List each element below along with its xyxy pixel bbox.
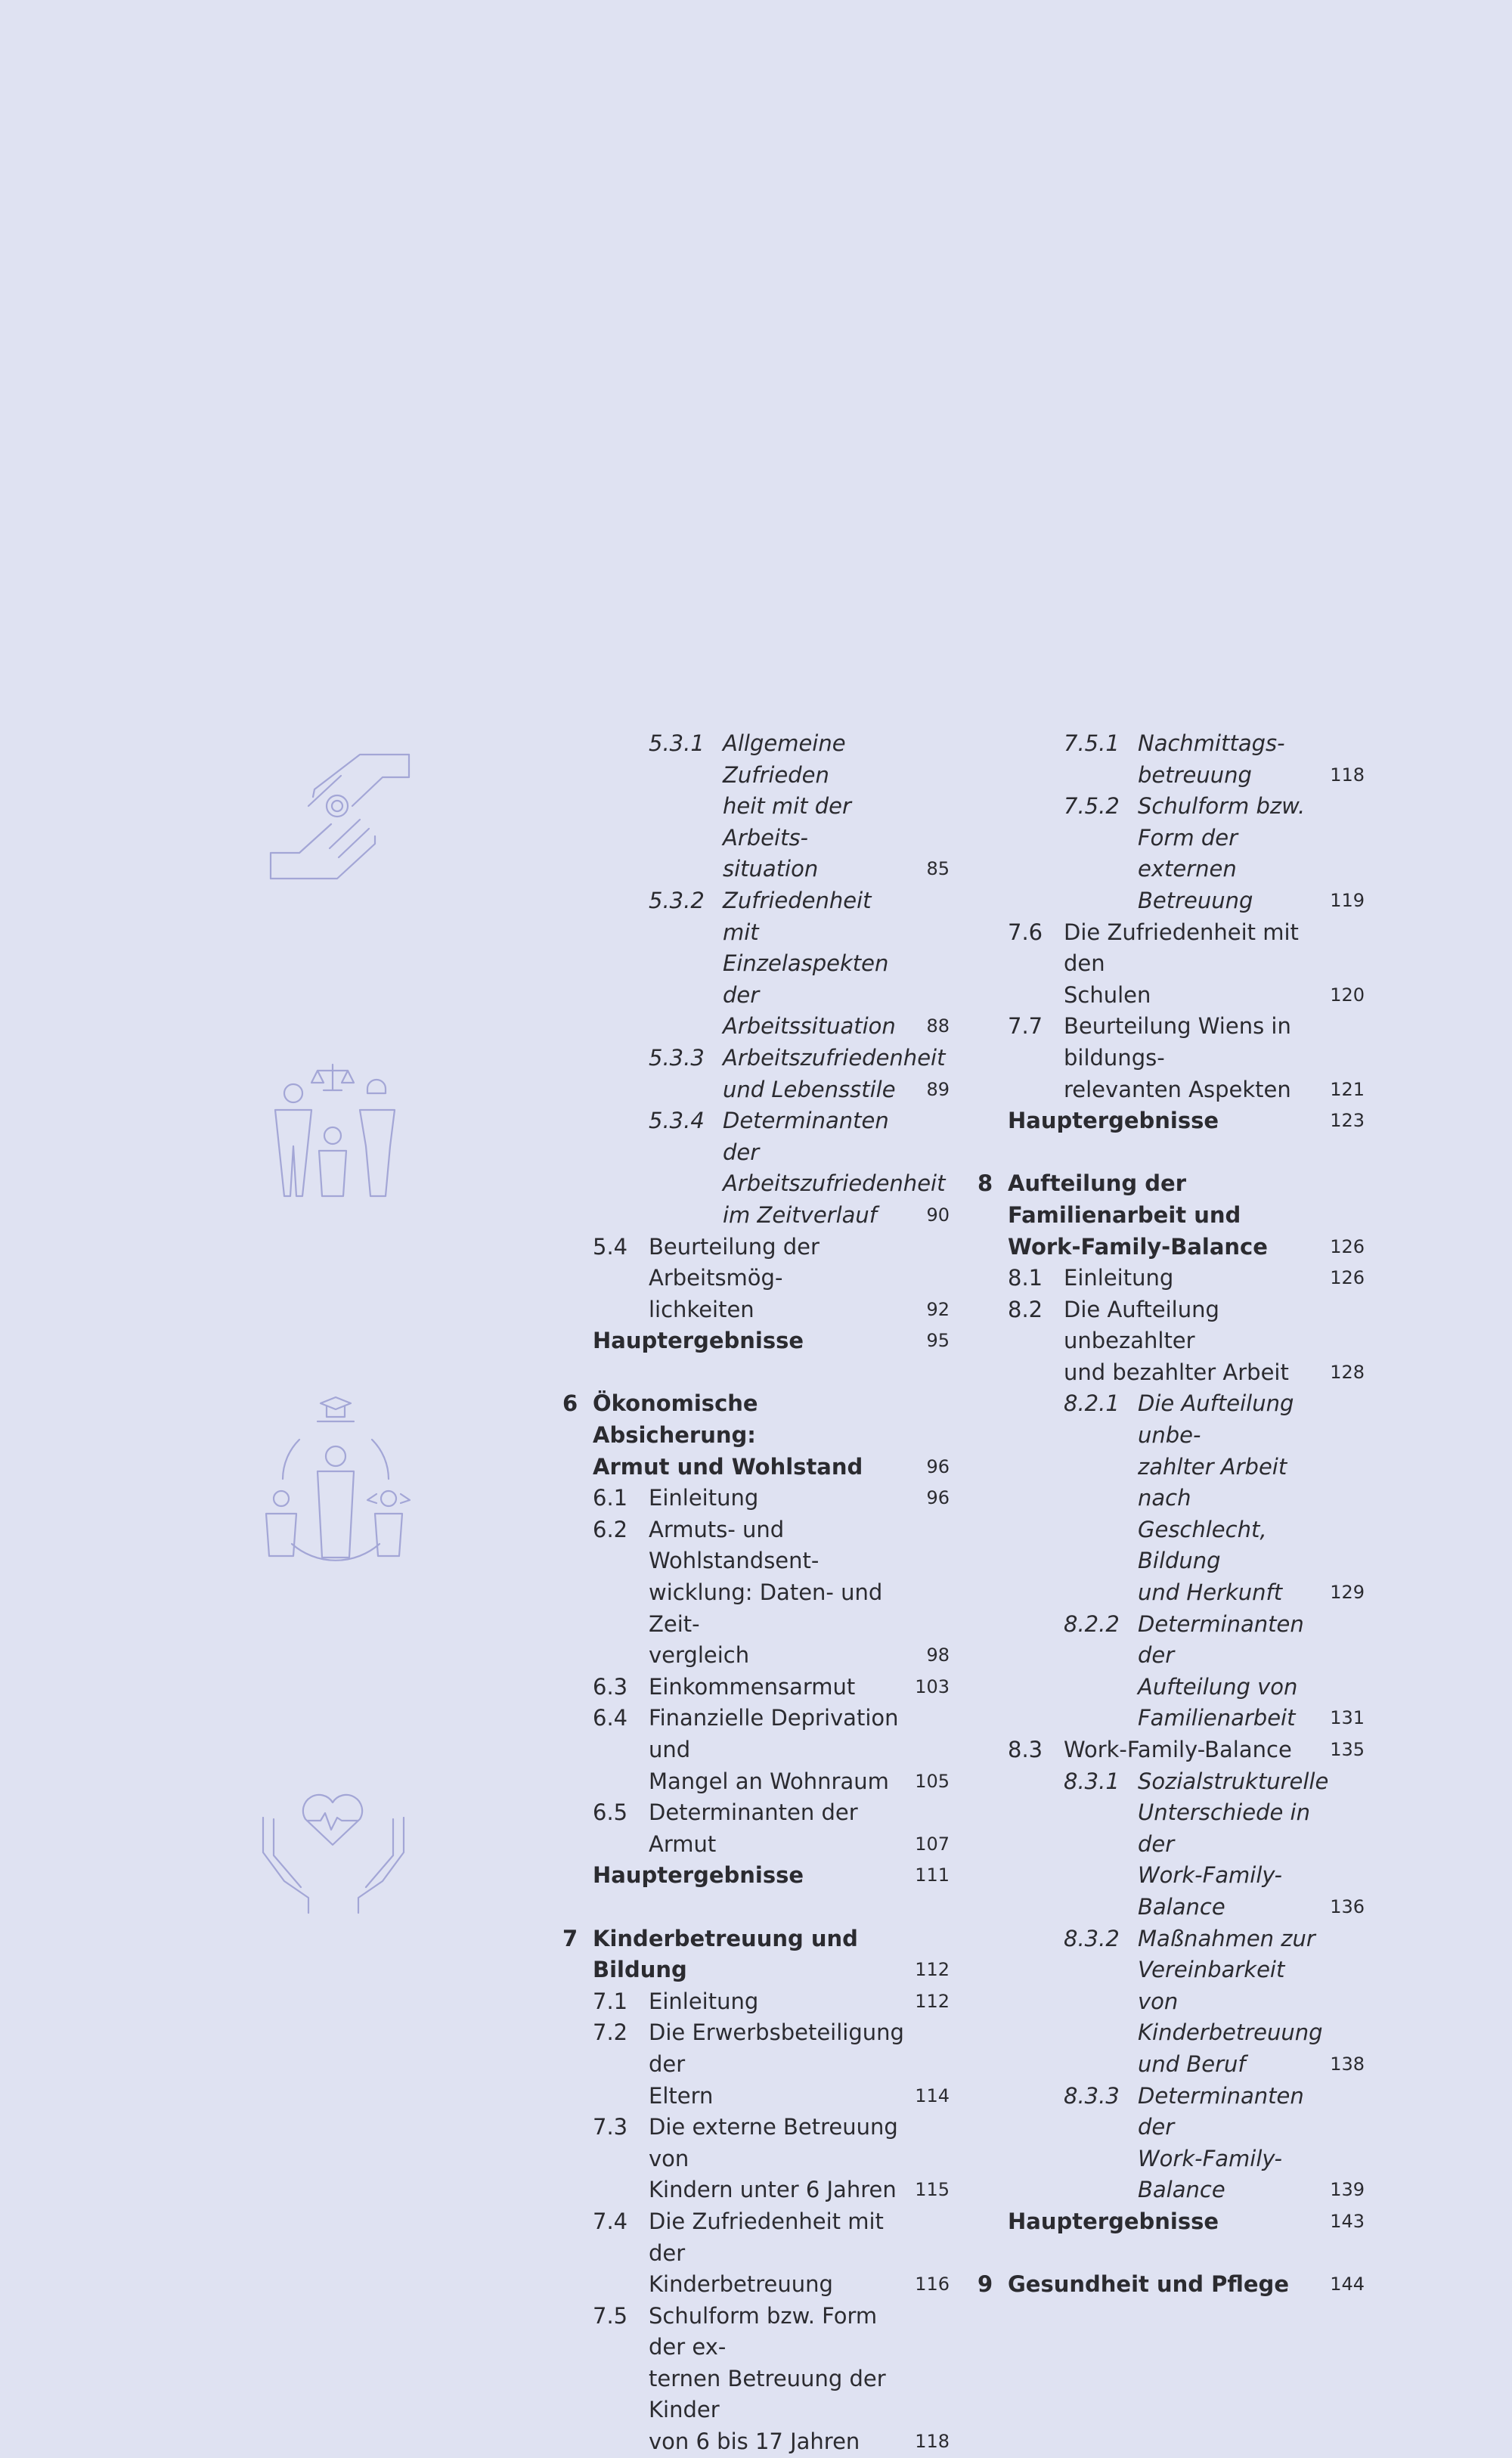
toc-entry[interactable] [978,1263,1365,1294]
toc-entry[interactable] [562,1797,950,1860]
toc-title [649,2301,907,2458]
toc-entry[interactable] [978,1294,1365,1389]
family-scales-icon [271,1063,399,1199]
toc-title-line: Hauptergebnisse [593,1862,804,1889]
toc-title-line: situation [723,856,819,882]
toc-title [593,1860,904,1892]
toc-entry[interactable] [562,1986,950,2018]
toc-entry[interactable] [562,1232,950,1326]
toc-title [649,1797,907,1860]
toc-page-number: 136 [1330,1895,1365,1917]
toc-title-line: Gesundheit und Pflege [1008,2271,1289,2298]
toc-number: 5.3.4 [649,1108,705,1134]
toc-page-number: 129 [1330,1582,1365,1604]
toc-number: 8.3.3 [1064,2082,1120,2109]
toc-entry[interactable] [978,1011,1365,1105]
toc-number: 7.7 [1008,1013,1043,1040]
toc-entry[interactable] [978,1734,1365,1766]
toc-title-line: Ökonomische Absicherung: [593,1390,758,1449]
toc-page-number: 126 [1330,1267,1365,1289]
toc-number: 8.1 [1008,1265,1043,1291]
toc-page-number: 128 [1330,1361,1365,1383]
toc-title [649,1703,907,1797]
toc-summary[interactable] [562,1860,950,1892]
toc-page-number: 144 [1330,2274,1365,2295]
toc-page-number: 118 [1330,764,1365,786]
hand-coin-icon [269,753,413,882]
toc-number: 7.5.2 [1064,793,1120,820]
toc-number: 7.5.1 [1064,730,1120,756]
toc-title-line: Armuts- und Wohlstandsent- [649,1516,820,1574]
toc-page-number: 95 [926,1330,950,1352]
toc-title-line: und Lebensstile [723,1076,896,1102]
toc-page-number: 107 [915,1833,950,1855]
toc-column-right [978,728,1365,2301]
toc-page-number: 103 [915,1675,950,1697]
toc-number: 8.3.1 [1064,1768,1120,1794]
toc-number: 8.3.2 [1064,1925,1120,1951]
toc-title-line: zahlter Arbeit nach [1138,1453,1287,1511]
toc-title-line: Work-Family- [1138,1862,1283,1889]
toc-title [649,2017,907,2112]
toc-title-line: Zufriedenheit mit [723,887,872,945]
toc-summary[interactable] [978,1105,1365,1137]
toc-summary[interactable] [978,2206,1365,2238]
toc-entry[interactable] [562,2112,950,2206]
toc-title-line: Beurteilung der Arbeitsmög- [649,1233,820,1291]
toc-title [649,1232,907,1326]
toc-title-line: Finanzielle Deprivation und [649,1705,899,1762]
toc-title-line: und Herkunft [1138,1579,1283,1606]
toc-title [649,2112,907,2206]
toc-title-line: Form der externen [1138,824,1238,882]
toc-page-number: 114 [915,2084,950,2106]
toc-title-line: Nachmittags- [1138,730,1285,756]
toc-title [1008,2206,1319,2238]
toc-number: 5.4 [593,1233,628,1260]
toc-title-line: Schulform bzw. Form der ex- [649,2302,878,2360]
toc-title [1008,1105,1319,1137]
toc-title [649,1514,907,1672]
toc-title [649,2206,907,2301]
toc-chapter[interactable] [978,2269,1365,2301]
toc-page-number: 119 [1330,889,1365,911]
toc-entry[interactable] [978,2081,1365,2206]
toc-title [1064,917,1322,1012]
section-spacer [978,1137,1365,1169]
toc-chapter[interactable] [562,1923,950,1986]
toc-summary[interactable] [562,1325,950,1357]
toc-title [593,1388,904,1483]
toc-number: 7 [562,1925,578,1951]
toc-number: 9 [978,2271,993,2298]
toc-title-line: Einkommensarmut [649,1673,856,1700]
toc-title-line: Kindern unter 6 Jahren [649,2177,897,2203]
toc-page-number: 111 [915,1864,950,1886]
toc-title-line: Einleitung [649,1485,759,1511]
toc-title-line: Kinderbetreuung und Bildung [593,1925,858,1983]
toc-title-line: Die Zufriedenheit mit den [1064,919,1299,977]
toc-title-line: Aufteilung der Familienarbeit und [1008,1170,1241,1228]
toc-title [1008,2269,1319,2301]
toc-number: 6.3 [593,1673,628,1700]
toc-page-number: 120 [1330,984,1365,1006]
toc-title-line: Allgemeine Zufrieden [723,730,846,788]
toc-title-line: Familienarbeit [1138,1705,1296,1731]
toc-title-line: Einleitung [1064,1265,1174,1291]
toc-number: 7.3 [593,2114,628,2140]
toc-number: 6.1 [593,1485,628,1511]
toc-title-line: Hauptergebnisse [593,1328,804,1354]
toc-number: 5.3.1 [649,730,705,756]
toc-title-line: Die externe Betreuung von [649,2114,898,2171]
toc-title [1138,1766,1329,1923]
toc-title-line: ternen Betreuung der Kinder [649,2365,886,2423]
toc-entry[interactable] [562,885,950,1043]
toc-title-line: vergleich [649,1642,750,1669]
toc-title [1064,1734,1322,1766]
toc-title [1064,1263,1322,1294]
toc-entry[interactable] [562,1514,950,1672]
toc-title-line: Die Erwerbsbeteiligung der [649,2019,904,2077]
toc-title [1138,1388,1322,1608]
toc-entry[interactable] [978,1766,1365,1923]
toc-title-line: Schulform bzw. [1138,793,1306,820]
toc-title-line: Mangel an Wohnraum [649,1768,889,1794]
toc-title-line: Work-Family- [1138,2145,1283,2171]
toc-title-line: Aufteilung von [1138,1673,1298,1700]
toc-page-number: 96 [926,1487,950,1509]
toc-chapter[interactable] [562,1388,950,1483]
toc-number: 8 [978,1170,993,1197]
toc-page-number: 123 [1330,1110,1365,1132]
toc-page-number: 112 [915,1959,950,1981]
toc-title-line: Work-Family-Balance [1064,1737,1292,1762]
toc-entry[interactable] [978,728,1365,791]
toc-number: 6 [562,1390,578,1417]
toc-title-line: relevanten Aspekten [1064,1076,1291,1102]
toc-page-number: 112 [915,1990,950,2012]
toc-title [1138,1923,1322,2081]
toc-title [1138,2081,1322,2206]
toc-page-number: 90 [926,1204,950,1226]
toc-page-number: 105 [915,1770,950,1792]
toc-page-number: 118 [915,2431,950,2453]
toc-page-number: 98 [926,1644,950,1666]
toc-column-left [562,728,950,2458]
toc-title-line: lichkeiten [649,1296,754,1322]
toc-page-number: 139 [1330,2179,1365,2201]
section-spacer [562,1357,950,1389]
toc-page-number: 115 [915,2179,950,2201]
toc-number: 7.4 [593,2208,628,2234]
toc-title-line: betreuung [1138,761,1252,788]
toc-title-line: Balance [1138,1893,1225,1920]
toc-page-number: 85 [926,858,950,880]
toc-entry[interactable] [562,2301,950,2458]
toc-number: 6.2 [593,1516,628,1542]
toc-title-line: Hauptergebnisse [1008,2208,1219,2234]
toc-number: 8.3 [1008,1737,1043,1762]
toc-title-line: Arbeitssituation [723,1013,896,1040]
toc-number: 8.2.2 [1064,1610,1120,1637]
toc-page-number: 89 [926,1078,950,1100]
toc-number: 7.1 [593,1988,628,2014]
toc-title-line: Eltern [649,2082,714,2109]
toc-title [1008,1168,1319,1263]
toc-title-line: Arbeitszufriedenheit [723,1044,946,1071]
education-family-icon [262,1396,413,1567]
toc-title-line: Die Aufteilung unbezahlter [1064,1296,1219,1354]
toc-title [649,1483,907,1514]
toc-page-number: 138 [1330,2053,1365,2075]
toc-number: 8.2 [1008,1296,1043,1322]
toc-title-line: Maßnahmen zur [1138,1925,1315,1951]
toc-title-line: und bezahlter Arbeit [1064,1359,1289,1385]
toc-page-number: 88 [926,1015,950,1037]
toc-entry[interactable] [562,728,950,885]
toc-entry[interactable] [978,791,1365,916]
toc-title-line: Balance [1138,2177,1225,2203]
toc-title-line: Determinanten der Armut [649,1799,858,1857]
toc-entry[interactable] [978,917,1365,1012]
toc-number: 7.2 [593,2019,628,2046]
toc-title-line: Einzelaspekten der [723,950,889,1008]
toc-title [723,885,907,1043]
toc-entry[interactable] [562,2017,950,2112]
toc-title-line: Die Aufteilung unbe- [1138,1390,1294,1449]
toc-title [1064,1294,1322,1389]
toc-entry[interactable] [562,1105,950,1231]
toc-title [1138,1609,1322,1734]
hands-heart-icon [262,1792,405,1914]
toc-page-number: 126 [1330,1235,1365,1257]
toc-title-line: Determinanten der [1138,1610,1304,1669]
toc-title-line: Work-Family-Balance [1008,1233,1268,1260]
toc-entry[interactable] [978,1609,1365,1734]
toc-title-line: Kinderbetreuung [649,2271,833,2298]
toc-title-line: Hauptergebnisse [1008,1108,1219,1134]
toc-page-number: 116 [915,2274,950,2295]
toc-page-number: 143 [1330,2210,1365,2232]
toc-title-line: Determinanten der [723,1108,889,1165]
toc-title-line: Die Zufriedenheit mit der [649,2208,884,2266]
toc-number: 5.3.2 [649,887,705,913]
toc-title [649,1672,907,1703]
toc-title-line: Determinanten der [1138,2082,1304,2140]
toc-title-line: wicklung: Daten- und Zeit- [649,1579,883,1637]
toc-title [1064,1011,1322,1105]
toc-page-number: 121 [1330,1078,1365,1100]
toc-title-line: heit mit der Arbeits- [723,793,851,851]
toc-title-line: Geschlecht, Bildung [1138,1516,1267,1574]
toc-page-number: 92 [926,1298,950,1320]
toc-number: 8.2.1 [1064,1390,1120,1417]
toc-entry[interactable] [562,2206,950,2301]
toc-entry[interactable] [562,1483,950,1514]
toc-title-line: Sozialstrukturelle [1138,1768,1329,1794]
toc-title-line: Beurteilung Wiens in bildungs- [1064,1013,1291,1071]
toc-title [593,1923,904,1986]
toc-page-number: 131 [1330,1707,1365,1729]
toc-page-number: 135 [1330,1739,1365,1760]
toc-title-line: von 6 bis 17 Jahren [649,2429,860,2455]
toc-entry[interactable] [562,1703,950,1797]
toc-number: 7.6 [1008,919,1043,945]
toc-number: 5.3.3 [649,1044,705,1071]
toc-title [723,728,907,885]
toc-number: 6.5 [593,1799,628,1826]
toc-entry[interactable] [978,1388,1365,1608]
toc-title-line: und Beruf [1138,2050,1246,2077]
toc-title-line: Arbeitszufriedenheit [723,1170,946,1197]
toc-title-line: Armut und Wohlstand [593,1453,863,1480]
toc-page-number: 96 [926,1455,950,1477]
toc-title [1138,728,1322,791]
toc-number: 6.4 [593,1705,628,1731]
toc-title [1138,791,1322,916]
toc-entry[interactable] [562,1672,950,1703]
toc-title [649,1986,907,2018]
toc-title [593,1325,904,1357]
toc-entry[interactable] [978,1923,1365,2081]
section-spacer [978,2238,1365,2270]
toc-chapter[interactable] [978,1168,1365,1263]
toc-title-line: Einleitung [649,1988,759,2014]
section-spacer [562,1892,950,1923]
toc-title-line: Betreuung [1138,887,1253,913]
toc-title-line: Kinderbetreuung [1138,2019,1323,2046]
toc-title-line: Schulen [1064,981,1151,1008]
toc-title-line: Vereinbarkeit von [1138,1957,1285,2014]
toc-entry[interactable] [562,1043,950,1105]
toc-title-line: im Zeitverlauf [723,1201,878,1228]
toc-title-line: Unterschiede in der [1138,1799,1310,1857]
toc-number: 7.5 [593,2302,628,2329]
